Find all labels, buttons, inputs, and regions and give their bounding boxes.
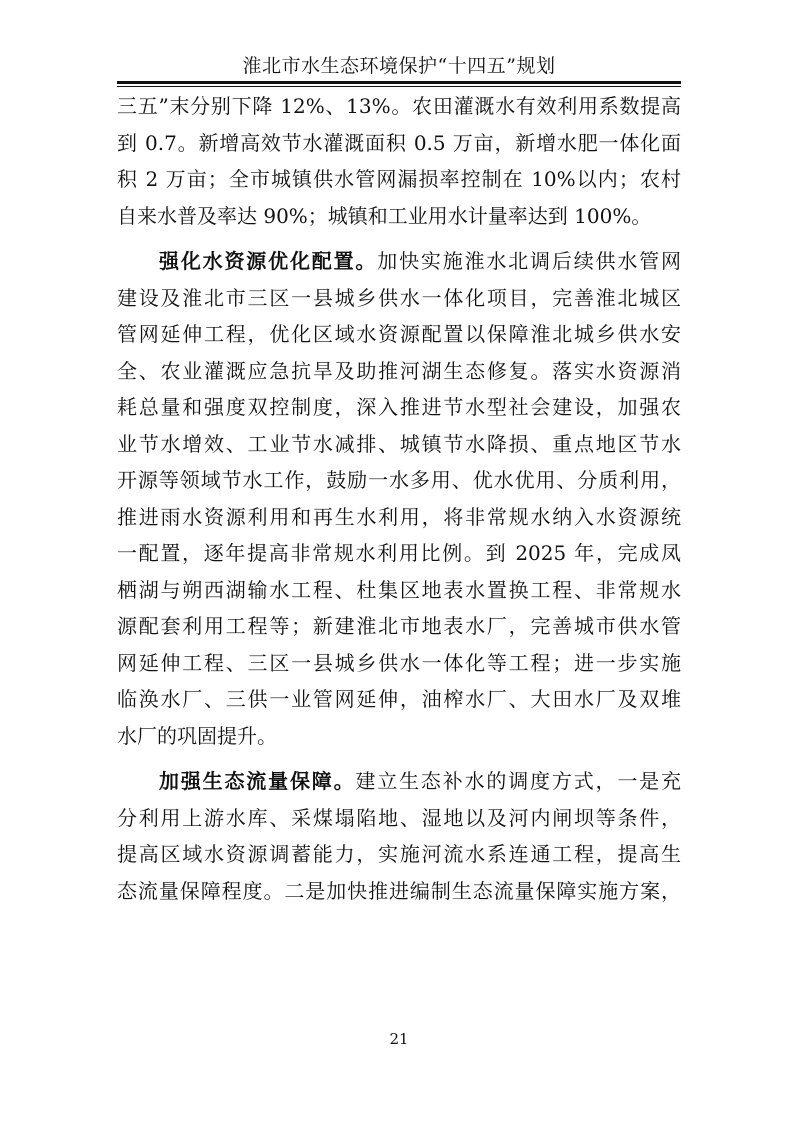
body-line: 推进雨水资源利用和再生水利用，将非常规水纳入水资源统 bbox=[117, 504, 681, 529]
body-line: 管网延伸工程，优化区域水资源配置以保障淮北城乡供水安 bbox=[117, 322, 681, 346]
body-line: 分利用上游水库、采煤塌陷地、湿地以及河内闸坝等条件， bbox=[117, 805, 681, 830]
body-line: 建设及淮北市三区一县城乡供水一体化项目，完善淮北城区 bbox=[117, 285, 681, 310]
header-rule-thin bbox=[117, 86, 681, 87]
body-line: 一配置，逐年提高非常规水利用比例。到 2025 年，完成凤 bbox=[117, 541, 681, 565]
body-line: 提高区域水资源调蓄能力，实施河流水系连通工程，提高生 bbox=[117, 842, 681, 866]
paragraph-text: 加快实施淮水北调后续供水管网 bbox=[377, 249, 681, 273]
body-line: 三五”末分别下降 12%、13%。农田灌溉水有效利用系数提高 bbox=[117, 94, 681, 118]
running-header: 淮北市水生态环境保护“十四五”规划 bbox=[242, 55, 556, 77]
paragraph-first-line bbox=[117, 763, 681, 800]
body-line: 自来水普及率达 90%；城镇和工业用水计量率达到 100%。 bbox=[117, 203, 652, 228]
paragraph-heading: 加强生态流量保障。 bbox=[159, 769, 356, 793]
paragraph-text: 建立生态补水的调度方式，一是充 bbox=[355, 769, 681, 793]
body-line: 栖湖与朔西湖输水工程、杜集区地表水置换工程、非常规水 bbox=[117, 577, 681, 602]
body-line: 业节水增效、工业节水减排、城镇节水降损、重点地区节水 bbox=[117, 431, 681, 456]
paragraph-first-line bbox=[117, 243, 681, 280]
body-line: 全、农业灌溉应急抗旱及助推河湖生态修复。落实水资源消 bbox=[117, 358, 681, 383]
body-line: 态流量保障程度。二是加快推进编制生态流量保障实施方案， bbox=[117, 878, 681, 903]
header-rule bbox=[117, 81, 681, 84]
body-text bbox=[117, 88, 681, 909]
body-line: 水厂的巩固提升。 bbox=[117, 723, 277, 748]
body-line: 到 0.7。新增高效节水灌溉面积 0.5 万亩，新增水肥一体化面 bbox=[117, 130, 681, 155]
paragraph-heading: 强化水资源优化配置。 bbox=[159, 249, 378, 273]
body-line: 网延伸工程、三区一县城乡供水一体化等工程；进一步实施 bbox=[117, 650, 681, 675]
page-number: 21 bbox=[389, 1030, 409, 1048]
body-line: 开源等领域节水工作，鼓励一水多用、优水优用、分质利用， bbox=[117, 468, 681, 492]
body-line: 临涣水厂、三供一业管网延伸，油榨水厂、大田水厂及双堆 bbox=[117, 687, 681, 711]
body-line: 耗总量和强度双控制度，深入推进节水型社会建设，加强农 bbox=[117, 395, 681, 419]
body-line: 源配套利用工程等；新建淮北市地表水厂，完善城市供水管 bbox=[117, 614, 681, 638]
body-line: 积 2 万亩；全市城镇供水管网漏损率控制在 10%以内；农村 bbox=[117, 167, 681, 191]
